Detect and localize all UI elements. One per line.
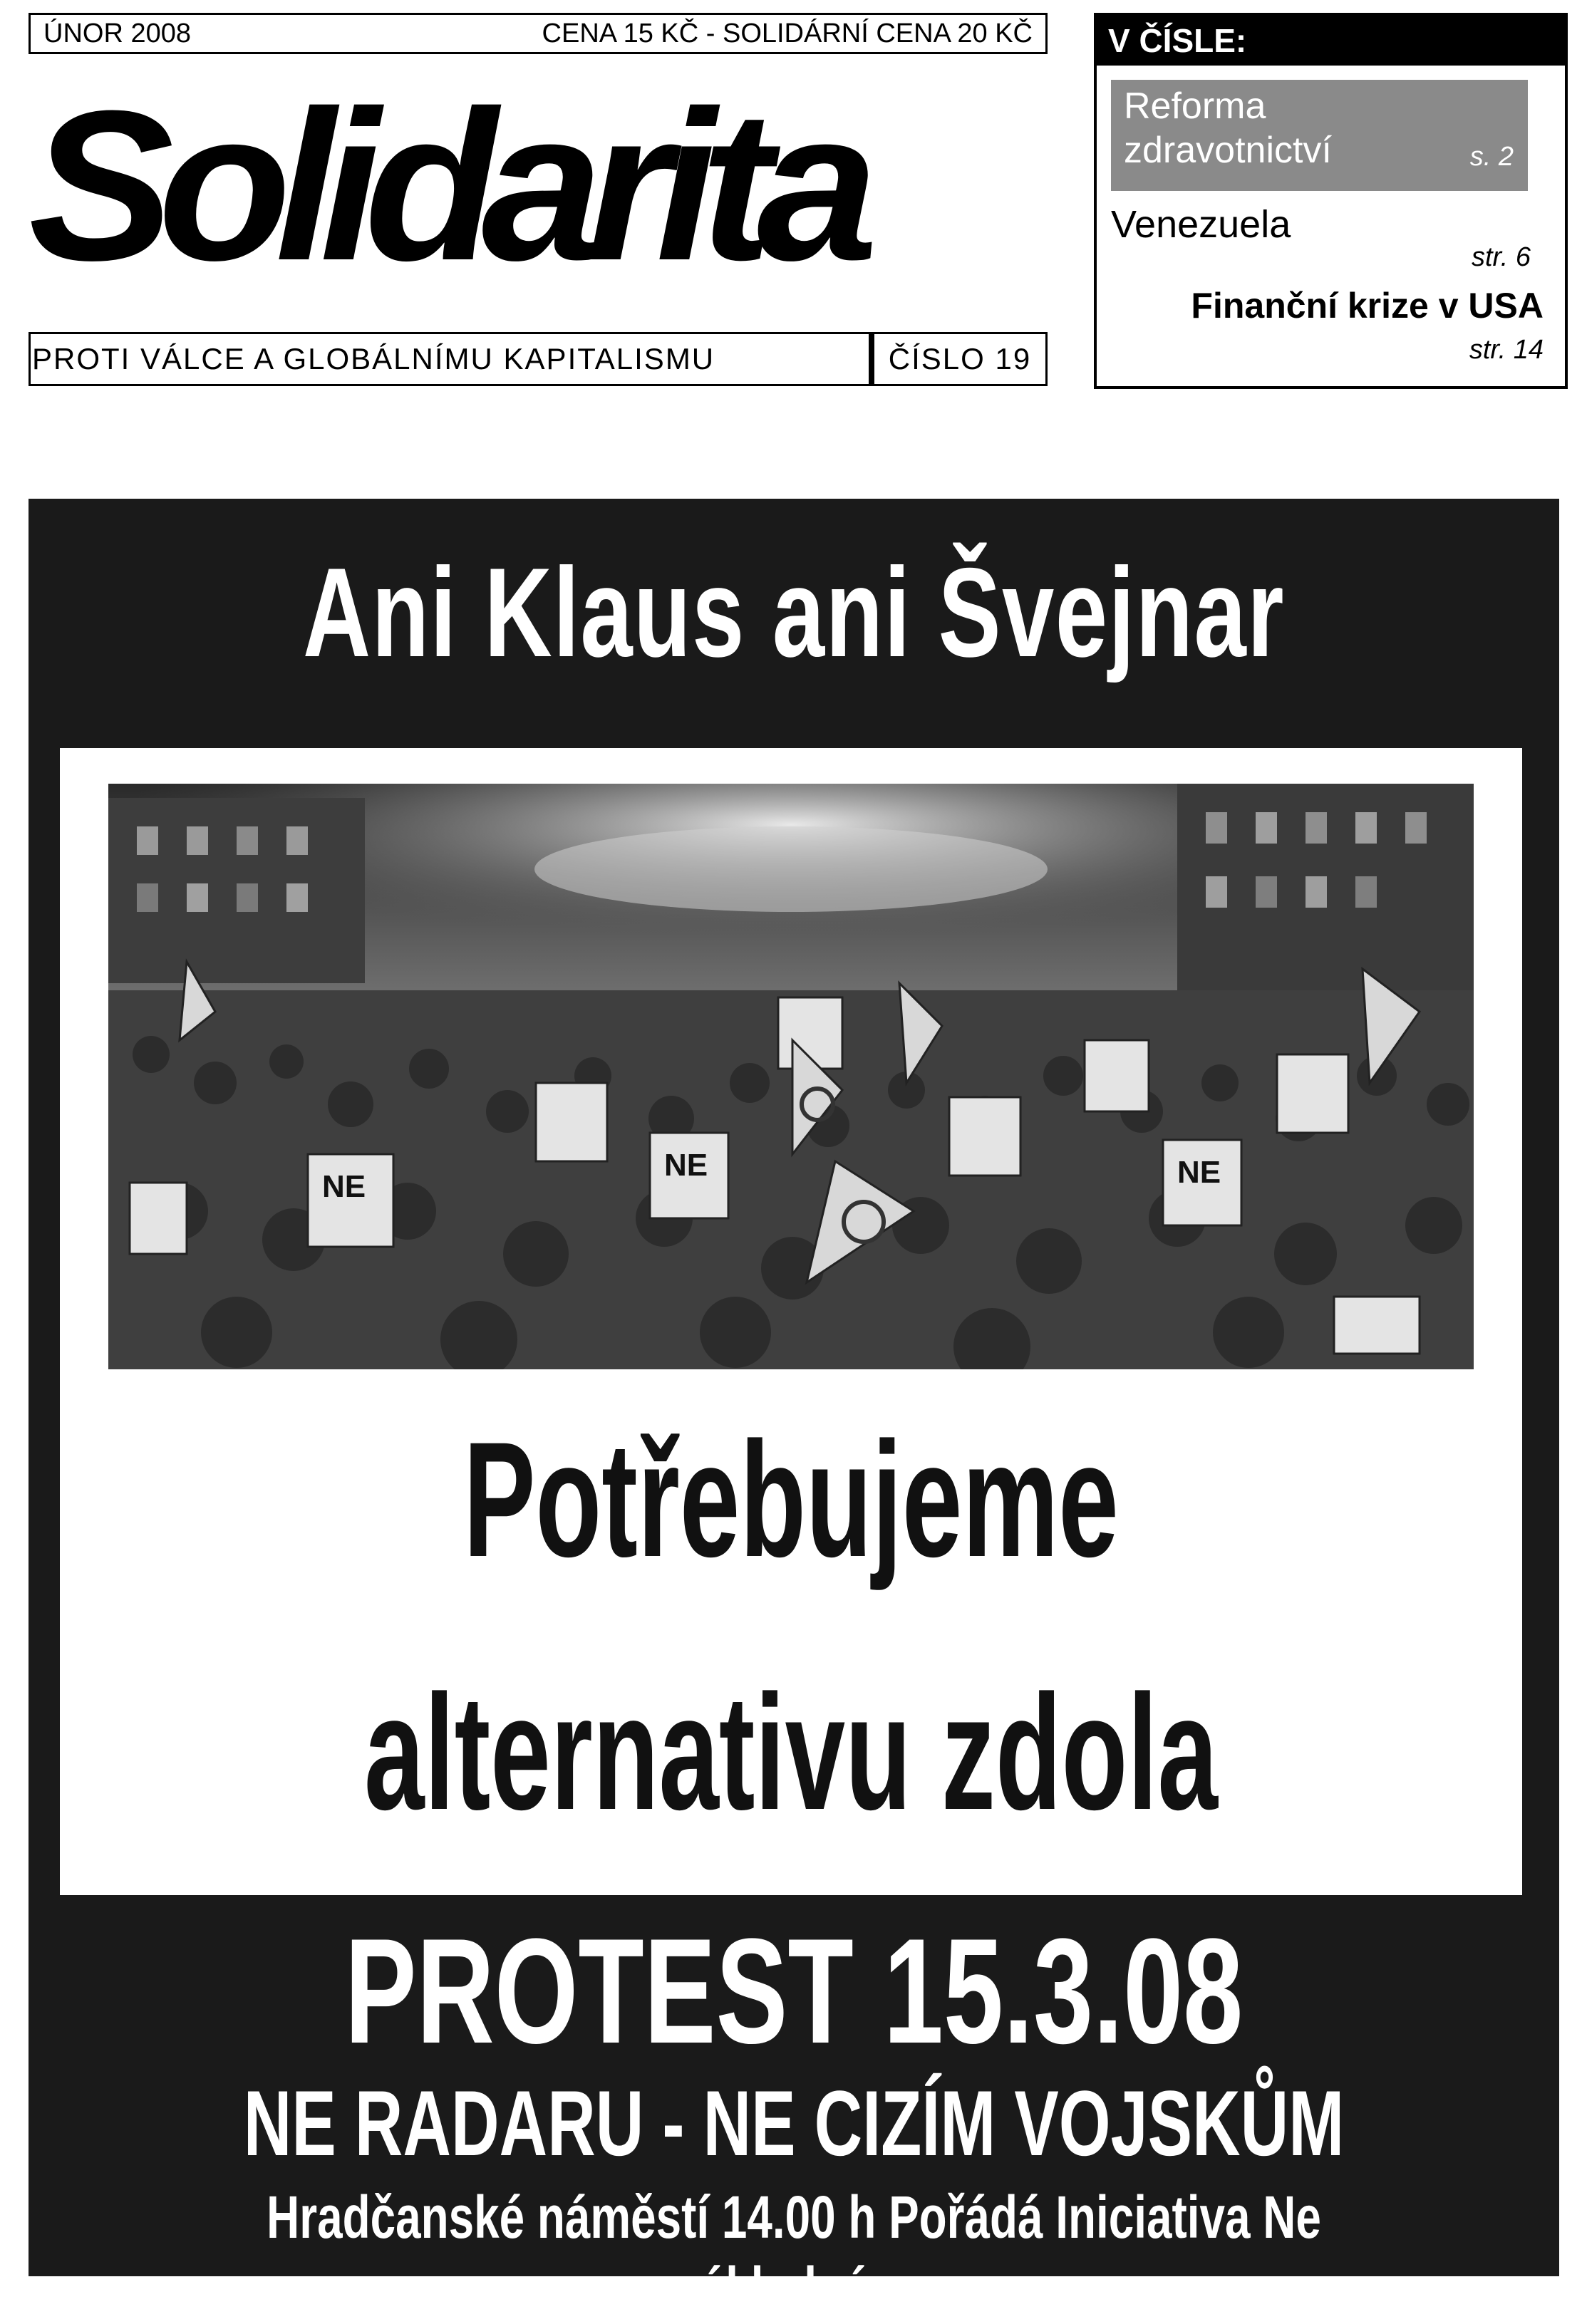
protest-crowd-image [108,784,1474,1369]
contents-item-title: Reforma zdravotnictví [1124,85,1332,171]
issue-info-bar [29,13,1048,54]
sign-text: NE [664,1148,708,1183]
contents-heading: V ČÍSLE: [1097,16,1565,66]
tagline-text: PROTI VÁLCE A GLOBÁLNÍMU KAPITALISMU [31,334,874,384]
protest-date: PROTEST 15.3.08 [344,1907,1244,2075]
sign-text: NE [322,1169,366,1204]
masthead-title: Solidarita [29,66,862,305]
contents-item-healthcare[interactable] [1111,80,1528,191]
issue-date: ÚNOR 2008 [43,18,191,48]
slogan-line-1: Potřebujeme [463,1408,1119,1591]
protest-subline: NE RADARU - NE CIZÍM VOJSKŮM [243,2071,1345,2175]
issue-number: ČÍSLO 19 [888,342,1032,375]
protest-photo [108,784,1474,1369]
protest-details: Hradčanské náměstí 14.00 h Pořádá Iniciativa Ne základnám [267,2184,1321,2322]
slogan-line-2: alternativu zdola [364,1661,1218,1844]
contents-item-page: str. 6 [1471,242,1531,272]
contents-box [1094,13,1568,389]
issue-price: CENA 15 KČ - SOLIDÁRNÍ CENA 20 KČ [542,18,1033,48]
contents-item-page: s. 2 [1469,142,1514,172]
tagline-bar [29,332,1048,386]
contents-item-page: str. 14 [1469,335,1544,365]
sign-text: NE [1177,1155,1221,1190]
contents-item-venezuela[interactable]: Venezuela [1111,203,1291,246]
poster-headline: Ani Klaus ani Švejnar [303,541,1285,683]
contents-item-financial-crisis[interactable]: Finanční krize v USA [1191,286,1544,326]
